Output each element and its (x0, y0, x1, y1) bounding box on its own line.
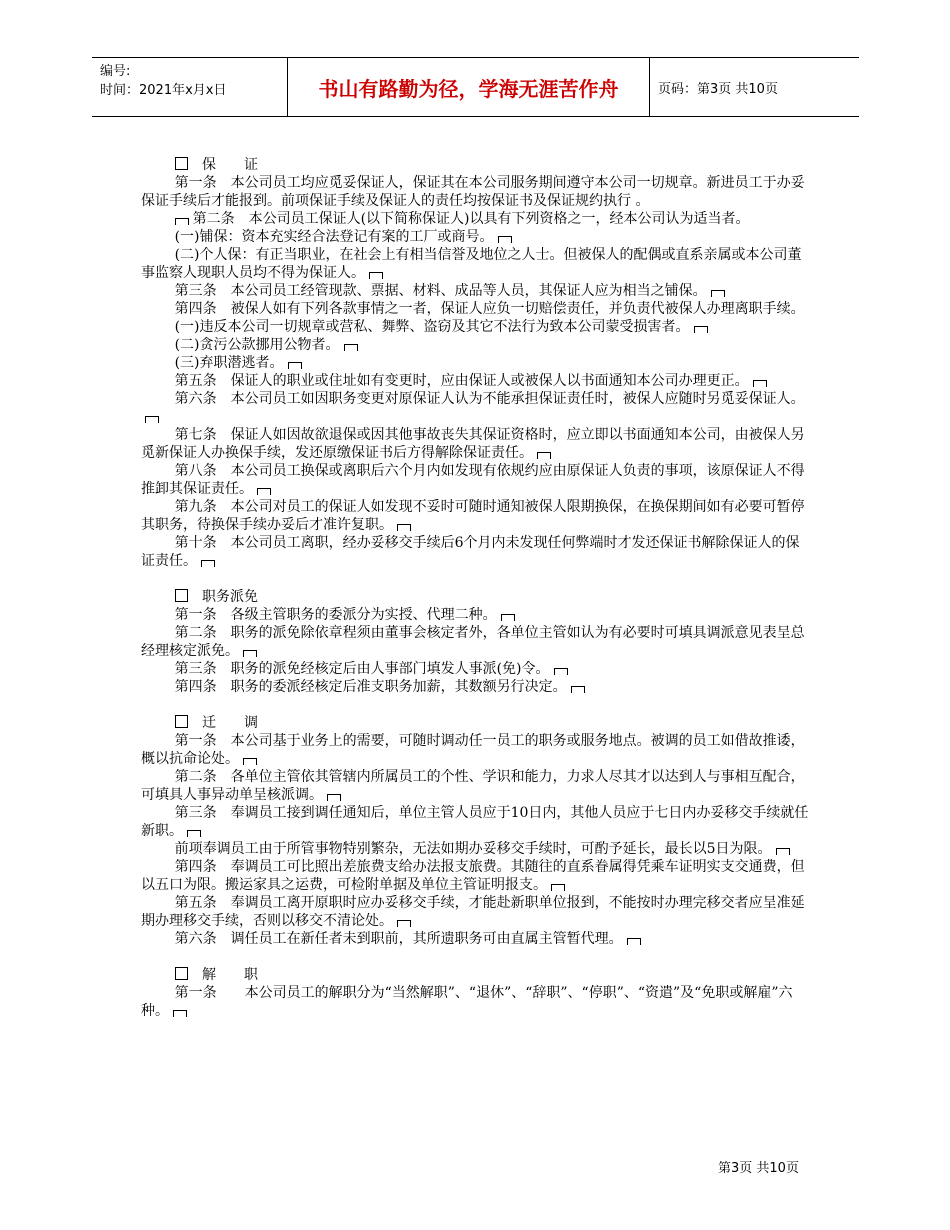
checkbox-icon (175, 967, 188, 980)
paragraph: 第一条 各级主管职务的委派分为实授、代理二种。 (141, 606, 813, 624)
page-footer (718, 1157, 799, 1176)
paragraph-mark-icon (397, 920, 411, 927)
paragraph: 第六条 调任员工在新任者未到职前，其所遗职务可由直属主管暂代理。 (141, 930, 813, 948)
paragraph-mark-icon (554, 668, 568, 675)
paragraph-mark-icon (627, 938, 641, 945)
paragraph: 第三条 职务的派免经核定后由人事部门填发人事派(免)令。 (141, 660, 813, 678)
paragraph-mark-icon (145, 416, 159, 423)
checkbox-icon (175, 715, 188, 728)
paragraph-mark-icon (753, 380, 767, 387)
document-body (141, 156, 813, 1020)
paragraph: 第七条 保证人如因故欲退保或因其他事故丧失其保证资格时，应立即以书面通知本公司，由被保人另觅新保证人办换保手续，发还原缴保证书后方得解除保证责任。 (141, 427, 805, 461)
section-heading-dismissal: 解 职 (141, 966, 813, 984)
paragraph-mark-icon (397, 524, 411, 531)
serial-label: 编号: (100, 64, 131, 79)
paragraph: 第六条 本公司员工如因职务变更对原保证人认为不能承担保证责任时，被保人应随时另觅妥保证人。 (141, 390, 813, 426)
motto-text: 书山有路勤为径，学海无涯苦作舟 (318, 76, 619, 101)
paragraph: 第一条 本公司基于业务上的需要，可随时调动任一员工的职务或服务地点。被调的员工如借故推诿，概以抗命论处。 (141, 733, 805, 767)
paragraph-mark-icon (257, 488, 271, 495)
paragraph-mark-icon (201, 560, 215, 567)
paragraph: 第三条 奉调员工接到调任通知后，单位主管人员应于10日内，其他人员应于七日内办妥移交手续就任新职。 (141, 805, 809, 839)
time-label: 时间：2021年x月x日 (100, 83, 227, 98)
paragraph: 第五条 奉调员工离开原职时应办妥移交手续，才能赴新职单位报到，不能按时办理完移交者应呈准延期办理移交手续，否则以移交不清论处。 (141, 895, 805, 929)
paragraph-mark-icon (243, 650, 257, 657)
header-motto (287, 58, 650, 116)
paragraph: 第五条 保证人的职业或住址如有变更时，应由保证人或被保人以书面通知本公司办理更正。 (141, 372, 813, 390)
paragraph-mark-icon (571, 686, 585, 693)
paragraph: (三)弃职潜逃者。 (141, 354, 813, 372)
paragraph-mark-icon (776, 848, 790, 855)
header-meta (92, 58, 287, 116)
paragraph: 第八条 本公司员工换保或离职后六个月内如发现有依规约应由原保证人负责的事项，该原保证人不得推卸其保证责任。 (141, 463, 805, 497)
footer-page-text: 第3页 共10页 (718, 1161, 799, 1176)
paragraph-mark-icon (694, 326, 708, 333)
checkbox-icon (175, 157, 188, 170)
paragraph: 第一条 本公司员工的解职分为“当然解职”、“退休”、“辞职”、“停职”、“资遣”及“免职或解雇”六种。 (141, 985, 793, 1019)
section-heading-transfer: 迁 调 (141, 714, 813, 732)
section-heading-appointment: 职务派免 (141, 588, 813, 606)
paragraph: 第九条 本公司对员工的保证人如发现不妥时可随时通知被保人限期换保，在换保期间如有必要可暂停其职务，待换保手续办妥后才准许复职。 (141, 499, 805, 533)
paragraph-mark-icon (501, 614, 515, 621)
checkbox-icon (175, 589, 188, 602)
paragraph: 第四条 奉调员工可比照出差旅费支给办法报支旅费。其随往的直系眷属得凭乘车证明实支交通费，但以五口为限。搬运家具之运费，可检附单据及单位主管证明报支。 (141, 859, 805, 893)
paragraph-mark-icon (327, 794, 341, 801)
paragraph-mark-icon (551, 884, 565, 891)
paragraph: 第二条 职务的派免除依章程须由董事会核定者外，各单位主管如认为有必要时可填具调派意见表呈总经理核定派免。 (141, 625, 805, 659)
paragraph: 第四条 职务的委派经核定后准支职务加薪，其数额另行决定。 (141, 678, 813, 696)
paragraph: (二)贪污公款挪用公物者。 (141, 336, 813, 354)
paragraph: 第二条 本公司员工保证人(以下简称保证人)以具有下列资格之一，经本公司认为适当者。 (141, 210, 813, 228)
paragraph: (一)违反本公司一切规章或营私、舞弊、盗窃及其它不法行为致本公司蒙受损害者。 (141, 318, 813, 336)
paragraph-mark-icon (175, 218, 189, 225)
paragraph: 前项奉调员工由于所管事物特别繁杂，无法如期办妥移交手续时，可酌予延长，最长以5日为限。 (141, 840, 813, 858)
paragraph: (一)铺保：资本充实经合法登记有案的工厂或商号。 (141, 228, 813, 246)
paragraph-mark-icon (344, 344, 358, 351)
paragraph-mark-icon (173, 1010, 187, 1017)
paragraph-mark-icon (187, 830, 201, 837)
paragraph-mark-icon (243, 758, 257, 765)
paragraph-mark-icon (288, 362, 302, 369)
page-header (92, 57, 859, 117)
paragraph: 第一条 本公司员工均应觅妥保证人，保证其在本公司服务期间遵守本公司一切规章。新进员工于办妥保证手续后才能报到。前项保证手续及保证人的责任均按保证书及保证规约执行 。 (141, 175, 805, 209)
paragraph-mark-icon (369, 272, 383, 279)
paragraph: 第二条 各单位主管依其管辖内所属员工的个性、学识和能力，力求人尽其才以达到人与事相互配合，可填具人事异动单呈核派调。 (141, 769, 805, 803)
paragraph-mark-icon (498, 236, 512, 243)
header-page-text: 页码：第3页 共10页 (658, 81, 778, 97)
paragraph-mark-icon (711, 290, 725, 297)
section-heading-guarantee: 保 证 (141, 156, 813, 174)
paragraph: (二)个人保：有正当职业，在社会上有相当信誉及地位之人士。但被保人的配偶或直系亲属或本公司董事监察人现职人员均不得为保证人。 (141, 247, 802, 281)
paragraph: 第四条 被保人如有下列各款事情之一者，保证人应负一切赔偿责任，并负责代被保人办理离职手续。 (174, 301, 805, 317)
paragraph: 第三条 本公司员工经管现款、票据、材料、成品等人员，其保证人应为相当之铺保。 (141, 282, 813, 300)
header-page-info (650, 58, 859, 116)
paragraph-mark-icon (537, 452, 551, 459)
paragraph: 第十条 本公司员工离职，经办妥移交手续后6个月内未发现任何弊端时才发还保证书解除保证人的保证责任。 (141, 535, 800, 569)
